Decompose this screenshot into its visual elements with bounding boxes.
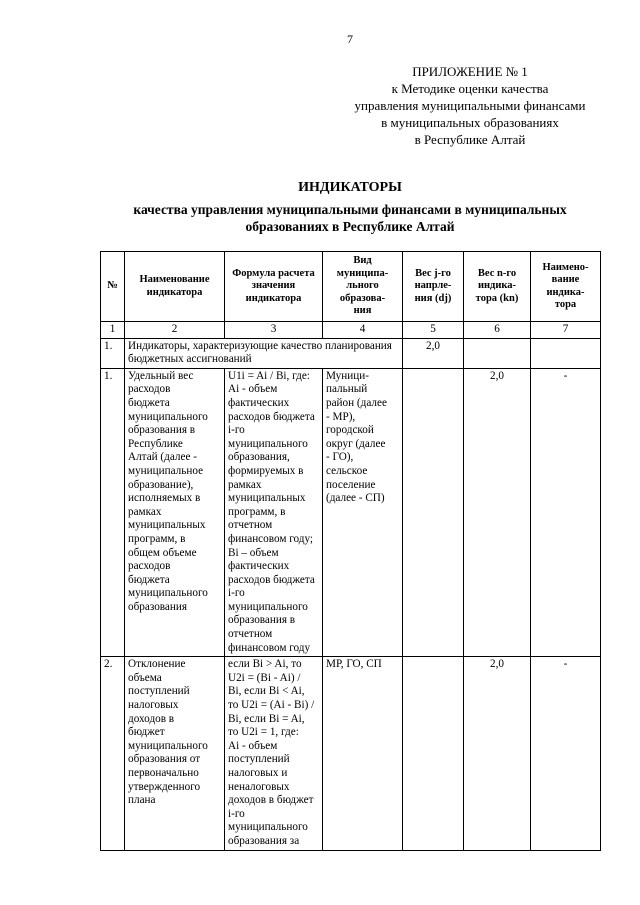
indicator-name: Отклонение объема поступлений налоговых доходов в бюджет муниципального образования от первоначально утвержденного плана <box>125 657 225 850</box>
indicator-name: Удельный вес расходов бюджета муниципального образования в Республике Алтай (далее - муниципальное образование), исполняемых в рамках муниципальных программ, в общем объеме расходов бюджета муниципального образования <box>125 368 225 656</box>
appendix-line: в муниципальных образованиях <box>381 115 559 130</box>
header-cell: Наимено- вание индика- тора <box>531 252 601 322</box>
header-cell: Вес n-го индика- тора (kn) <box>464 252 531 322</box>
header-cell: Вес j-го напрле- ния (dj) <box>403 252 464 322</box>
appendix-block <box>320 63 620 148</box>
group-row <box>101 338 601 368</box>
weight-kn: 2,0 <box>464 657 531 850</box>
appendix-line: к Методике оценки качества <box>391 81 549 96</box>
weight-dj <box>403 657 464 850</box>
weight-dj <box>403 368 464 656</box>
appendix-line: ПРИЛОЖЕНИЕ № 1 <box>412 64 528 79</box>
municipality-type: Муници- пальный район (далее - МР), городской округ (далее - ГО), сельское поселение (далее - СП) <box>323 368 403 656</box>
document-title: ИНДИКАТОРЫ <box>298 180 402 195</box>
table-row <box>101 657 601 850</box>
row-number: 1. <box>101 368 125 656</box>
header-cell: Формула расчета значения индикатора <box>225 252 323 322</box>
indicator-note: - <box>531 657 601 850</box>
appendix-line: управления муниципальными финансами <box>354 98 586 113</box>
column-number: 7 <box>531 322 601 339</box>
empty-cell <box>531 338 601 368</box>
group-name: Индикаторы, характеризующие качество планирования бюджетных ассигнований <box>125 338 403 368</box>
header-cell: № <box>101 252 125 322</box>
column-number: 6 <box>464 322 531 339</box>
document-subtitle: качества управления муниципальными финансами в муниципальных образованиях в Республике Алтай <box>133 202 567 234</box>
table-header-row <box>101 252 601 322</box>
header-cell: Наименование индикатора <box>125 252 225 322</box>
column-number: 1 <box>101 322 125 339</box>
column-number: 2 <box>125 322 225 339</box>
row-number: 2. <box>101 657 125 850</box>
empty-cell <box>464 338 531 368</box>
indicator-formula: U1i = Ai / Bi, где: Ai - объем фактических расходов бюджета i-го муниципального образования, формируемых в рамках муниципальных программ, в отчетном финансовом году; Bi – объем фактических расходов бюджета i-го муниципального образования в отчетном финансовом году <box>225 368 323 656</box>
appendix-line: в Республике Алтай <box>414 132 526 147</box>
column-number-row <box>101 322 601 339</box>
indicator-note: - <box>531 368 601 656</box>
table-row <box>101 368 601 656</box>
indicators-table <box>100 251 601 851</box>
page-number: 7 <box>347 32 353 46</box>
weight-kn: 2,0 <box>464 368 531 656</box>
group-number: 1. <box>101 338 125 368</box>
header-cell: Вид муниципа- льного образова- ния <box>323 252 403 322</box>
group-weight-dj: 2,0 <box>403 338 464 368</box>
column-number: 3 <box>225 322 323 339</box>
column-number: 4 <box>323 322 403 339</box>
indicator-formula: если Bi > Ai, то U2i = (Bi - Ai) / Bi, если Bi < Ai, то U2i = (Ai - Bi) / Bi, если Bi = Ai, то U2i = 1, где: Ai - объем поступлений налоговых и неналоговых доходов в бюджет i-го муниципального образования за <box>225 657 323 850</box>
column-number: 5 <box>403 322 464 339</box>
municipality-type: МР, ГО, СП <box>323 657 403 850</box>
